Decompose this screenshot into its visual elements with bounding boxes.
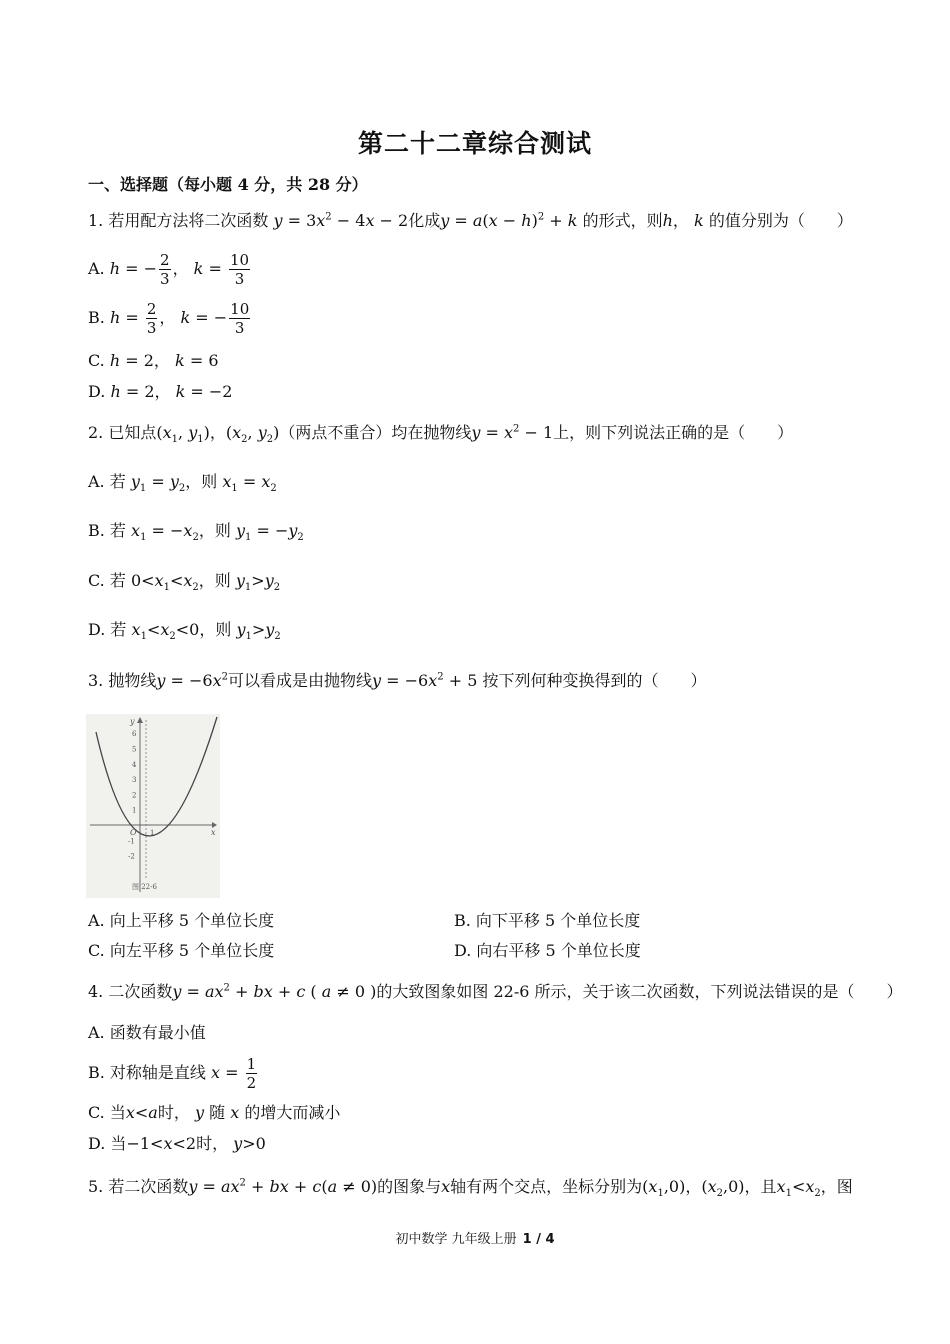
q4-tail: 的大致图象如图 22-6 所示，关于该二次函数，下列说法错误的是（ ） bbox=[376, 982, 903, 1001]
q2-then-d: ，则 bbox=[199, 620, 232, 639]
q2-option-c: C. 若 $0<x_1<x_2$，则 $y_1>y_2$ bbox=[88, 571, 281, 594]
q4-option-c-lead: C. 当 bbox=[88, 1103, 126, 1122]
q5-tail: ，且 bbox=[744, 1177, 777, 1196]
question-5: 5. 若二次函数$y = ax^2$ + bx + c(a ≠ 0)的图象与x轴有两个交点，坐标分别为$(x_1,0)$，$(x_2,0)$，且$x_1<x_2$，图 bbox=[88, 1177, 853, 1200]
q2-option-a: A. 若 $y_1 = y_2$，则 $x_1 = x_2$ bbox=[88, 472, 277, 495]
page-footer bbox=[0, 1228, 950, 1247]
q1-lead: 1. 若用配方法将二次函数 bbox=[88, 211, 269, 230]
q2-option-d-label: D. 若 bbox=[88, 620, 127, 639]
q1-mid: 化成 bbox=[408, 211, 441, 230]
q2-option-b-label: B. 若 bbox=[88, 521, 126, 540]
y-tick-label: 4 bbox=[132, 760, 137, 769]
y-tick-label: 1 bbox=[132, 806, 137, 815]
q4-option-c-tail2: 的增大而减小 bbox=[244, 1103, 341, 1122]
q2-option-b: B. 若 $x_1 = -x_2$，则 $y_1 = -y_2$ bbox=[88, 521, 304, 544]
q1-option-b: B. h = $\frac{2}{3}$ ， k = − $\frac{10}{3}$ bbox=[88, 300, 250, 337]
q5-mid2: 轴有两个交点，坐标分别为 bbox=[450, 1177, 643, 1196]
question-2: 2. 已知点($x_1$, $y_1$)，($x_2$, $y_2$)（两点不重合）均在抛物线$y = x^2 - 1$上，则下列说法正确的是（ ） bbox=[88, 423, 794, 446]
q4-option-d-lead: D. 当 bbox=[88, 1134, 127, 1153]
section-heading: 一、选择题（每小题 4 分，共 28 分） bbox=[88, 175, 368, 194]
q1-option-b-label: B. bbox=[88, 308, 105, 327]
q4-lead: 4. 二次函数 bbox=[88, 982, 173, 1001]
x-axis-label: x bbox=[211, 828, 216, 837]
q3-option-b: B. 向下平移 5 个单位长度 bbox=[454, 911, 641, 930]
q1-option-a: A. h = − $\frac{2}{3}$ ， k = $\frac{10}{3}$ bbox=[88, 251, 250, 288]
q2-mid: （两点不重合）均在抛物线 bbox=[279, 423, 472, 442]
q1-option-c-label: C. bbox=[88, 351, 105, 370]
y-tick-label: 2 bbox=[132, 791, 137, 800]
figure-caption: 图 22-6 bbox=[132, 883, 157, 891]
y-tick-label: -2 bbox=[128, 852, 135, 861]
q1-tail2: 的值分别为（ ） bbox=[708, 211, 853, 230]
question-3: 3. 抛物线$y = -6x^2$可以看成是由抛物线$y = -6x^2 + 5$ 按下列何种变换得到的（ ） bbox=[88, 671, 707, 690]
q4-option-c: C. 当x<a时， y 随 x 的增大而减小 bbox=[88, 1103, 341, 1122]
question-1: 1. 若用配方法将二次函数 $y = 3x^2 - 4x - 2$化成$y = a(x - h)^2 + k$ 的形式，则h， k 的值分别为（ ） bbox=[88, 211, 853, 230]
q1-option-c: C. h = 2， k = 6 bbox=[88, 351, 219, 370]
q4-option-d: D. 当−1<x<2时， y>0 bbox=[88, 1134, 266, 1153]
question-4: 4. 二次函数$y = ax^2$ + bx + c ( a ≠ 0 )的大致图象如图 22-6 所示，关于该二次函数，下列说法错误的是（ ） bbox=[88, 982, 903, 1001]
y-tick-label: 6 bbox=[132, 730, 137, 739]
q5-mid: 的图象与 bbox=[377, 1177, 442, 1196]
q3-mid: 可以看成是由抛物线 bbox=[227, 671, 372, 690]
page-number: 1 / 4 bbox=[522, 1232, 555, 1247]
q3-tail: 按下列何种变换得到的（ ） bbox=[482, 671, 707, 690]
footer-text: 初中数学 九年级上册 bbox=[395, 1232, 517, 1247]
q2-option-c-label: C. 若 bbox=[88, 571, 126, 590]
q2-tail: 上，则下列说法正确的是（ ） bbox=[553, 423, 794, 442]
q4-option-c-mid: 时， bbox=[157, 1103, 190, 1122]
q1-tail: 的形式，则 bbox=[582, 211, 663, 230]
q3-option-d: D. 向右平移 5 个单位长度 bbox=[454, 941, 641, 960]
q4-option-a: A. 函数有最小值 bbox=[88, 1023, 206, 1042]
q2-then-b: ，则 bbox=[198, 521, 231, 540]
q4-option-b-label: B. 对称轴是直线 bbox=[88, 1063, 206, 1082]
q2-option-a-label: A. 若 bbox=[88, 472, 126, 491]
y-tick-label: -1 bbox=[128, 837, 135, 846]
q3-lead: 3. 抛物线 bbox=[88, 671, 157, 690]
q1-option-a-label: A. bbox=[88, 259, 105, 278]
figure-background bbox=[86, 714, 220, 898]
page-title: 第二十二章综合测试 bbox=[357, 129, 592, 158]
y-tick-label: 5 bbox=[132, 745, 137, 754]
x-tick-label: 1 bbox=[150, 829, 155, 837]
q4-option-c-tail: 随 bbox=[209, 1103, 226, 1122]
q3-option-a: A. 向上平移 5 个单位长度 bbox=[88, 911, 275, 930]
q3-option-c: C. 向左平移 5 个单位长度 bbox=[88, 941, 275, 960]
y-axis-label: y bbox=[130, 717, 135, 726]
q1-option-d: D. h = 2， k = −2 bbox=[88, 382, 233, 401]
q2-then-a: ，则 bbox=[185, 472, 218, 491]
y-tick-label: 3 bbox=[132, 776, 137, 785]
q1-option-d-label: D. bbox=[88, 382, 106, 401]
q2-option-d: D. 若 $x_1<x_2<0$，则 $y_1>y_2$ bbox=[88, 620, 281, 643]
parabola-figure bbox=[86, 714, 220, 898]
origin-label: O bbox=[130, 828, 137, 837]
q2-then-c: ，则 bbox=[198, 571, 231, 590]
q2-lead: 2. 已知点 bbox=[88, 423, 157, 442]
q5-lead: 5. 若二次函数 bbox=[88, 1177, 189, 1196]
q4-option-d-mid: 时， bbox=[196, 1134, 229, 1153]
q5-tail2: ，图 bbox=[820, 1177, 853, 1196]
q4-option-b: B. 对称轴是直线 x = $\frac{1}{2}$ bbox=[88, 1055, 257, 1092]
